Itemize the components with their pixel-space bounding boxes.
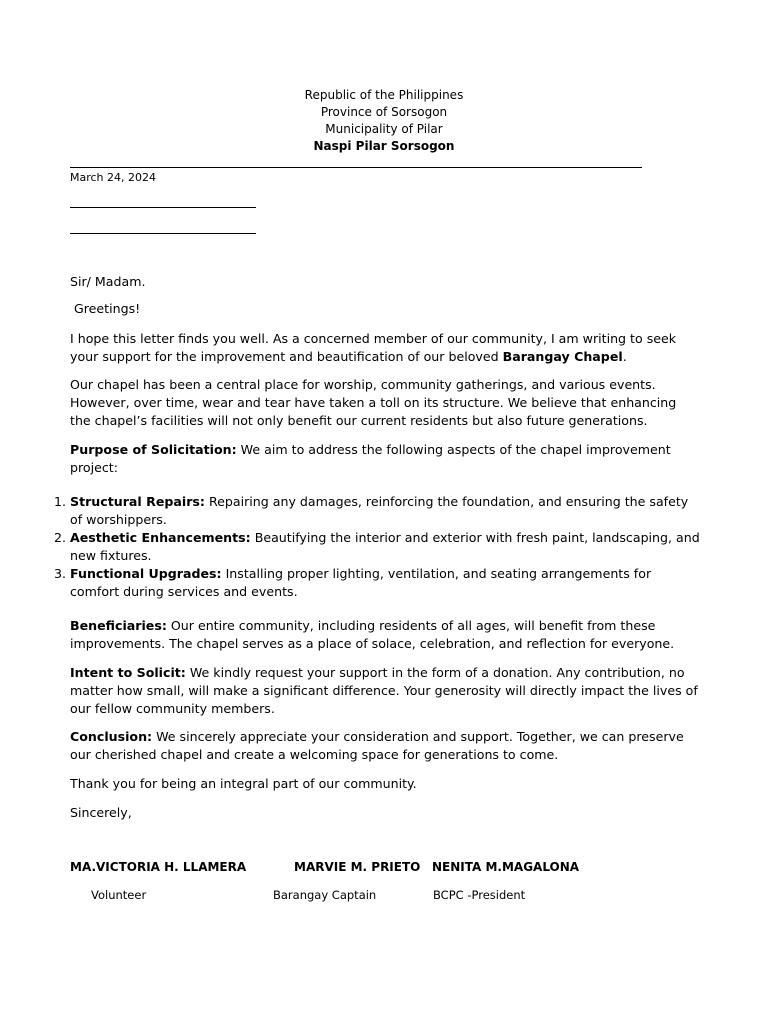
- signatory-title: Volunteer: [91, 888, 147, 902]
- intro-paragraph: [70, 330, 700, 366]
- list-item-text: Beautifying the interior and exterior with fresh paint, landscaping, and new fixtures.: [70, 530, 700, 563]
- conclusion-text: We sincerely appreciate your consideration and support. Together, we can preserve our cherished chapel and create a welcoming space for generations to come.: [70, 729, 684, 762]
- letterhead-country: Republic of the Philippines: [304, 88, 464, 102]
- intro-end: .: [622, 349, 627, 364]
- signatory-name: MA.VICTORIA H. LLAMERA: [70, 860, 247, 874]
- thanks-line: Thank you for being an integral part of our community.: [70, 776, 417, 791]
- intent-text: We kindly request your support in the form of a donation. Any contribution, no matter how small, will make a significant difference. Your generosity will directly impact the lives of our fellow community members.: [70, 665, 698, 716]
- signatory-name: MARVIE M. PRIETO: [294, 860, 421, 874]
- salutation: Sir/ Madam.: [70, 274, 146, 289]
- list-number: 3.: [53, 566, 66, 581]
- list-item-text: Installing proper lighting, ventilation, and seating arrangements for comfort during services and events.: [70, 566, 652, 599]
- letterhead-province: Province of Sorsogon: [320, 105, 448, 119]
- intro-bold-chapel: Barangay Chapel: [502, 349, 623, 364]
- conclusion-paragraph: [70, 728, 700, 764]
- beneficiaries-paragraph: [70, 617, 700, 653]
- list-item: [53, 493, 700, 529]
- recipient-blank-line-1: [70, 207, 256, 208]
- closing-line: Sincerely,: [70, 805, 132, 820]
- header-divider: [70, 167, 642, 168]
- list-item-label: Aesthetic Enhancements:: [70, 530, 251, 545]
- chapel-history-paragraph: Our chapel has been a central place for worship, community gatherings, and various events. However, over time, wear and tear have taken a toll on its structure. We believe that enhancing the chapel’s facilities will not only benefit our current residents but also future generations.: [70, 377, 677, 428]
- intent-paragraph: [70, 664, 700, 718]
- recipient-blank-line-2: [70, 233, 256, 234]
- beneficiaries-text: Our entire community, including residents of all ages, will benefit from these improvements. The chapel serves as a place of solace, celebration, and reflection for everyone.: [70, 618, 675, 651]
- signatory-title: BCPC -President: [433, 888, 526, 902]
- purpose-text: We aim to address the following aspects of the chapel improvement project:: [70, 442, 671, 475]
- signatory-name: NENITA M.MAGALONA: [432, 860, 580, 874]
- intro-text: I hope this letter finds you well. As a concerned member of our community, I am writing to seek your support for the improvement and beautification of our beloved: [70, 331, 677, 364]
- purpose-paragraph: [70, 441, 700, 477]
- letter-date: March 24, 2024: [70, 171, 157, 184]
- list-number: 2.: [53, 530, 66, 545]
- purpose-label: Purpose of Solicitation:: [70, 442, 237, 457]
- list-number: 1.: [53, 494, 66, 509]
- list-item-label: Functional Upgrades:: [70, 566, 222, 581]
- letterhead-barangay: Naspi Pilar Sorsogon: [313, 139, 455, 153]
- greeting: Greetings!: [70, 301, 141, 316]
- conclusion-label: Conclusion:: [70, 729, 153, 744]
- letterhead-municipality: Municipality of Pilar: [325, 122, 443, 136]
- list-item: [53, 529, 700, 565]
- list-item-label: Structural Repairs:: [70, 494, 205, 509]
- intent-label: Intent to Solicit:: [70, 665, 186, 680]
- letterhead: [0, 87, 768, 155]
- list-item-text: Repairing any damages, reinforcing the foundation, and ensuring the safety of worshippers.: [70, 494, 689, 527]
- signatory-title: Barangay Captain: [273, 888, 377, 902]
- list-item: [53, 565, 700, 601]
- beneficiaries-label: Beneficiaries:: [70, 618, 167, 633]
